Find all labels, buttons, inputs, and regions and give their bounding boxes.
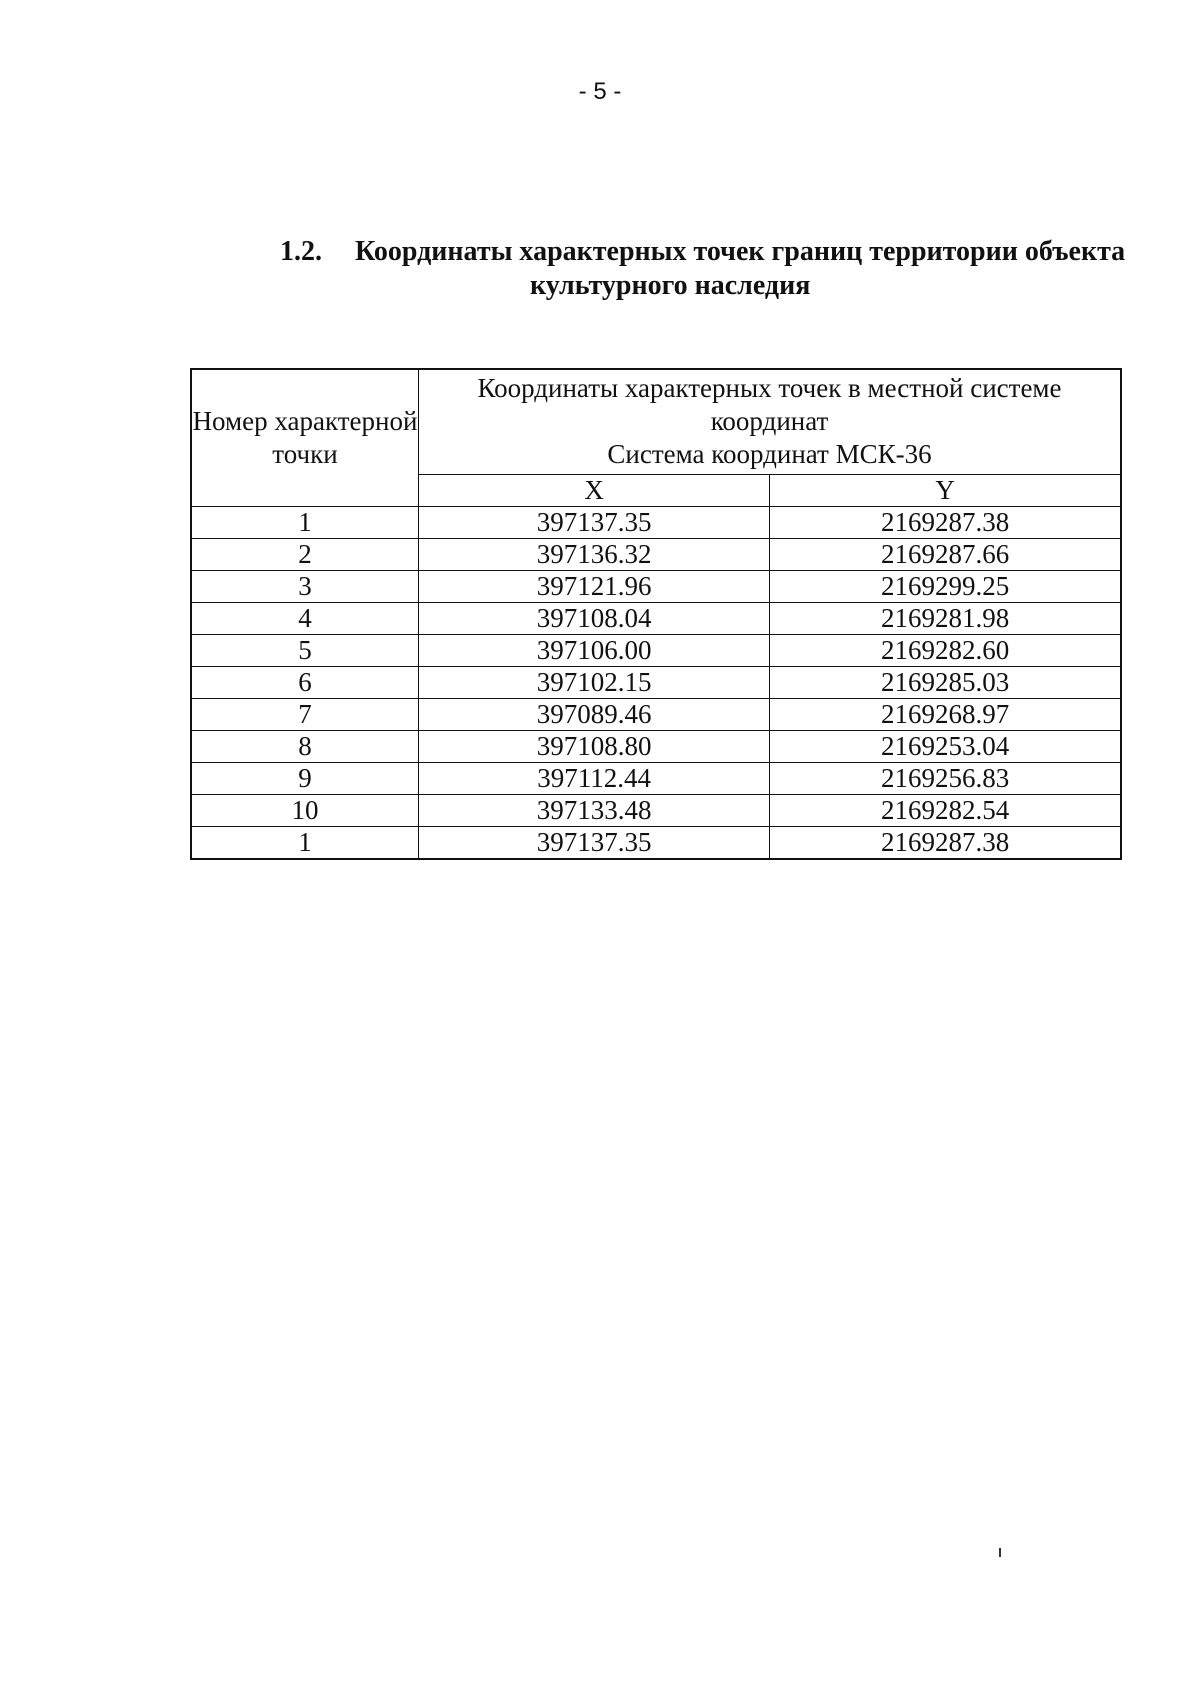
header-point-number: Номер характерной точки [191,369,419,507]
y-coordinate-cell: 2169268.97 [770,699,1121,731]
x-coordinate-cell: 397137.35 [419,827,770,860]
header-x: X [419,475,770,507]
point-number-cell: 1 [191,827,419,860]
page-number: - 5 - [578,78,622,105]
x-coordinate-cell: 397102.15 [419,667,770,699]
point-number-cell: 10 [191,795,419,827]
x-coordinate-cell: 397136.32 [419,539,770,571]
point-number-cell: 1 [191,507,419,539]
y-coordinate-cell: 2169299.25 [770,571,1121,603]
table-row [191,699,1121,731]
table-row [191,731,1121,763]
section-number: 1.2. [280,236,322,267]
table-row [191,603,1121,635]
table-row [191,571,1121,603]
point-number-cell: 7 [191,699,419,731]
header-y: Y [770,475,1121,507]
x-coordinate-cell: 397106.00 [419,635,770,667]
point-number-cell: 3 [191,571,419,603]
section-heading [280,235,1140,303]
y-coordinate-cell: 2169287.66 [770,539,1121,571]
table-row [191,795,1121,827]
point-number-cell: 9 [191,763,419,795]
header-coordinates-line-1: Координаты характерных точек в местной системе [477,373,1062,403]
point-number-cell: 2 [191,539,419,571]
point-number-cell: 5 [191,635,419,667]
point-number-cell: 4 [191,603,419,635]
x-coordinate-cell: 397089.46 [419,699,770,731]
y-coordinate-cell: 2169285.03 [770,667,1121,699]
section-title-line-2: культурного наследия [530,270,811,301]
table-row [191,539,1121,571]
x-coordinate-cell: 397108.04 [419,603,770,635]
table-row [191,667,1121,699]
coordinates-table [190,368,1122,860]
y-coordinate-cell: 2169282.60 [770,635,1121,667]
point-number-cell: 6 [191,667,419,699]
header-coordinates [419,369,1122,475]
scan-mark [999,1548,1001,1557]
y-coordinate-cell: 2169282.54 [770,795,1121,827]
y-coordinate-cell: 2169253.04 [770,731,1121,763]
x-coordinate-cell: 397121.96 [419,571,770,603]
y-coordinate-cell: 2169287.38 [770,827,1121,860]
point-number-cell: 8 [191,731,419,763]
y-coordinate-cell: 2169281.98 [770,603,1121,635]
x-coordinate-cell: 397108.80 [419,731,770,763]
header-coordinates-line-2: координат [710,406,829,436]
table-row [191,827,1121,860]
header-coordinate-system: Система координат МСК-36 [607,439,932,469]
section-title-line-1: Координаты характерных точек границ территории объекта [355,236,1126,267]
x-coordinate-cell: 397137.35 [419,507,770,539]
table-row [191,763,1121,795]
table-row [191,507,1121,539]
table-row [191,635,1121,667]
x-coordinate-cell: 397133.48 [419,795,770,827]
section-heading-line-1 [280,235,1140,269]
y-coordinate-cell: 2169256.83 [770,763,1121,795]
y-coordinate-cell: 2169287.38 [770,507,1121,539]
table-header-row [191,369,1121,475]
x-coordinate-cell: 397112.44 [419,763,770,795]
